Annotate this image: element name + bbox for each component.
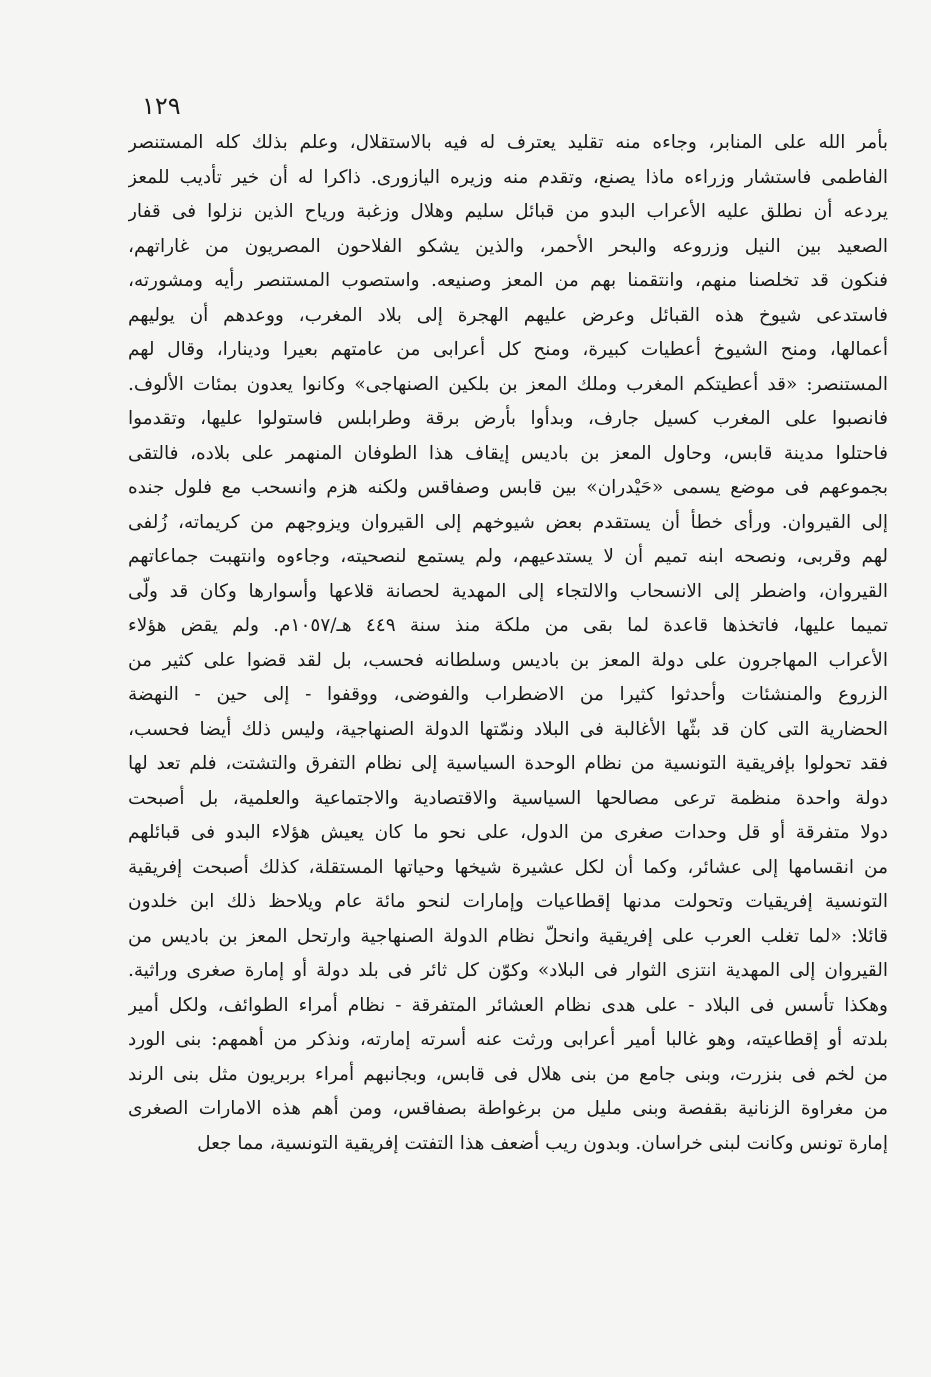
- text-line: إمارة تونس وكانت لبنى خراسان. وبدون ريب أضعف هذا التفتت إفريقية التونسية، مما جعل: [197, 1132, 888, 1154]
- text-line: القيروان، واضطر إلى الانسحاب والالتجاء إلى المهدية لحصانة قلاعها وأسوارها وكان قد ولّى: [128, 580, 888, 602]
- body-text: [128, 126, 888, 1161]
- text-line: الفاطمى فاستشار وزراءه ماذا يصنع، وتقدم منه وزيره اليازورى. ذاكرا له أن خير تأديب للمعز: [128, 166, 888, 188]
- text-line: الحضارية التى كان قد بثّها الأغالبة فى البلاد ونمّتها الدولة الصنهاجية، وليس ذلك أيضا فحسب،: [128, 718, 888, 740]
- text-line: القيروان إلى المهدية انتزى الثوار فى البلاد» وكوّن كل ثائر فى بلد دولة أو إمارة صغرى وراثية.: [128, 960, 888, 981]
- text-line: بلدته أو إقطاعيته، وهو غالبا أمير أعرابى ورثت عنه أسرته إمارته، ونذكر من أهمهم: بنى الورد: [128, 1029, 888, 1050]
- text-line: من لخم فى بنزرت، وبنى جامع من بنى هلال فى قابس، وبجانبهم أمراء بربريون مثل بنى الرند: [128, 1063, 888, 1085]
- text-line: فنكون قد تخلصنا منهم، وانتقمنا بهم من المعز وصنيعه. واستصوب المستنصر رأيه ومشورته،: [128, 270, 888, 291]
- page-number: ١٢٩: [142, 92, 181, 120]
- text-line: لهم وقربى، ونصحه ابنه تميم أن لا يستدعيهم، ولم يستمع لنصحيته، وجاءوه وانتهبت جماعاتهم: [128, 546, 888, 567]
- text-line: إلى القيروان. ورأى خطأ أن يستقدم بعض شيوخهم إلى القيروان ويزوجهم من كريماته، زُلفى: [128, 511, 888, 533]
- text-line: فاحتلوا مدينة قابس، وحاول المعز بن باديس إيقاف هذا الطوفان المنهمر على بلاده، فالتقى: [128, 442, 888, 464]
- text-line: الأعراب المهاجرون على دولة المعز بن باديس وسلطانه فحسب، بل لقد قضوا على كثير من: [128, 649, 888, 671]
- text-line: تميما عليها، فاتخذها قاعدة لما بقى من ملكة منذ سنة ٤٤٩ هـ/١٠٥٧م. ولم يقض هؤلاء: [128, 615, 888, 636]
- text-line: من انقسامها إلى عشائر، وكما أن لكل عشيرة شيخها وحياتها المستقلة، كذلك أصبحت إفريقية: [128, 856, 888, 878]
- text-line: فاستدعى شيوخ هذه القبائل وعرض عليهم الهجرة إلى بلاد المغرب، ووعدهم أن يوليهم: [128, 304, 888, 326]
- text-line: التونسية إفريقيات وتحولت مدنها إقطاعيات وإمارات لنحو مائة عام ويلاحظ ذلك ابن خلدون: [128, 891, 888, 912]
- text-line: فقد تحولوا بإفريقية التونسية من نظام الوحدة السياسية إلى نظام التفرق والتشتت، فلم تعد لها: [128, 753, 888, 774]
- text-line: بأمر الله على المنابر، وجاءه منه تقليد يعترف له فيه بالاستقلال، وعلم بذلك كله المستنصر: [128, 132, 888, 153]
- text-line: أعمالها، ومنح الشيوخ أعطيات كبيرة، ومنح كل أعرابى من عامتهم بعيرا ودينارا، وقال لهم: [128, 339, 888, 360]
- text-line: دولا متفرقة أو قل وحدات صغرى من الدول، على نحو ما كان يعيش هؤلاء البدو فى قبائلهم: [128, 822, 888, 843]
- text-line: يردعه أن نطلق عليه الأعراب البدو من قبائل سليم وهلال وزغبة ورياح الذين نزلوا فى قفار: [128, 201, 888, 222]
- text-line: قائلا: «لما تغلب العرب على إفريقية وانحلّ نظام الدولة الصنهاجية وارتحل المعز بن باديس من: [128, 925, 888, 947]
- text-line: فانصبوا على المغرب كسيل جارف، وبدأوا بأرض برقة وطرابلس فاستولوا عليها، وتقدموا: [128, 408, 888, 429]
- text-line: من مغراوة الزنانية بقفصة وبنى مليل من برغواطة بصفاقس، ومن أهم هذه الامارات الصغرى: [128, 1098, 888, 1119]
- text-line: دولة واحدة منظمة ترعى مصالحها السياسية والاقتصادية والاجتماعية والعلمية، بل أصبحت: [128, 787, 888, 809]
- text-line: الصعيد بين النيل وزروعه والبحر الأحمر، والذين يشكو الفلاحون المصريون من غاراتهم،: [128, 235, 888, 257]
- text-line: بجموعهم فى موضع يسمى «حَيْدران» بين قابس وصفاقس ولكنه هزم وانسحب مع فلول جنده: [128, 477, 888, 498]
- text-line: وهكذا تأسس فى البلاد - على هدى نظام العشائر المتفرقة - نظام أمراء الطوائف، ولكل أمير: [128, 994, 888, 1016]
- text-line: المستنصر: «قد أعطيتكم المغرب وملك المعز بن بلكين الصنهاجى» وكانوا يعدون بمئات الألوف.: [128, 373, 888, 395]
- text-line: الزروع والمنشئات وأحدثوا كثيرا من الاضطراب والفوضى، ووقفوا - إلى حين - النهضة: [128, 684, 888, 705]
